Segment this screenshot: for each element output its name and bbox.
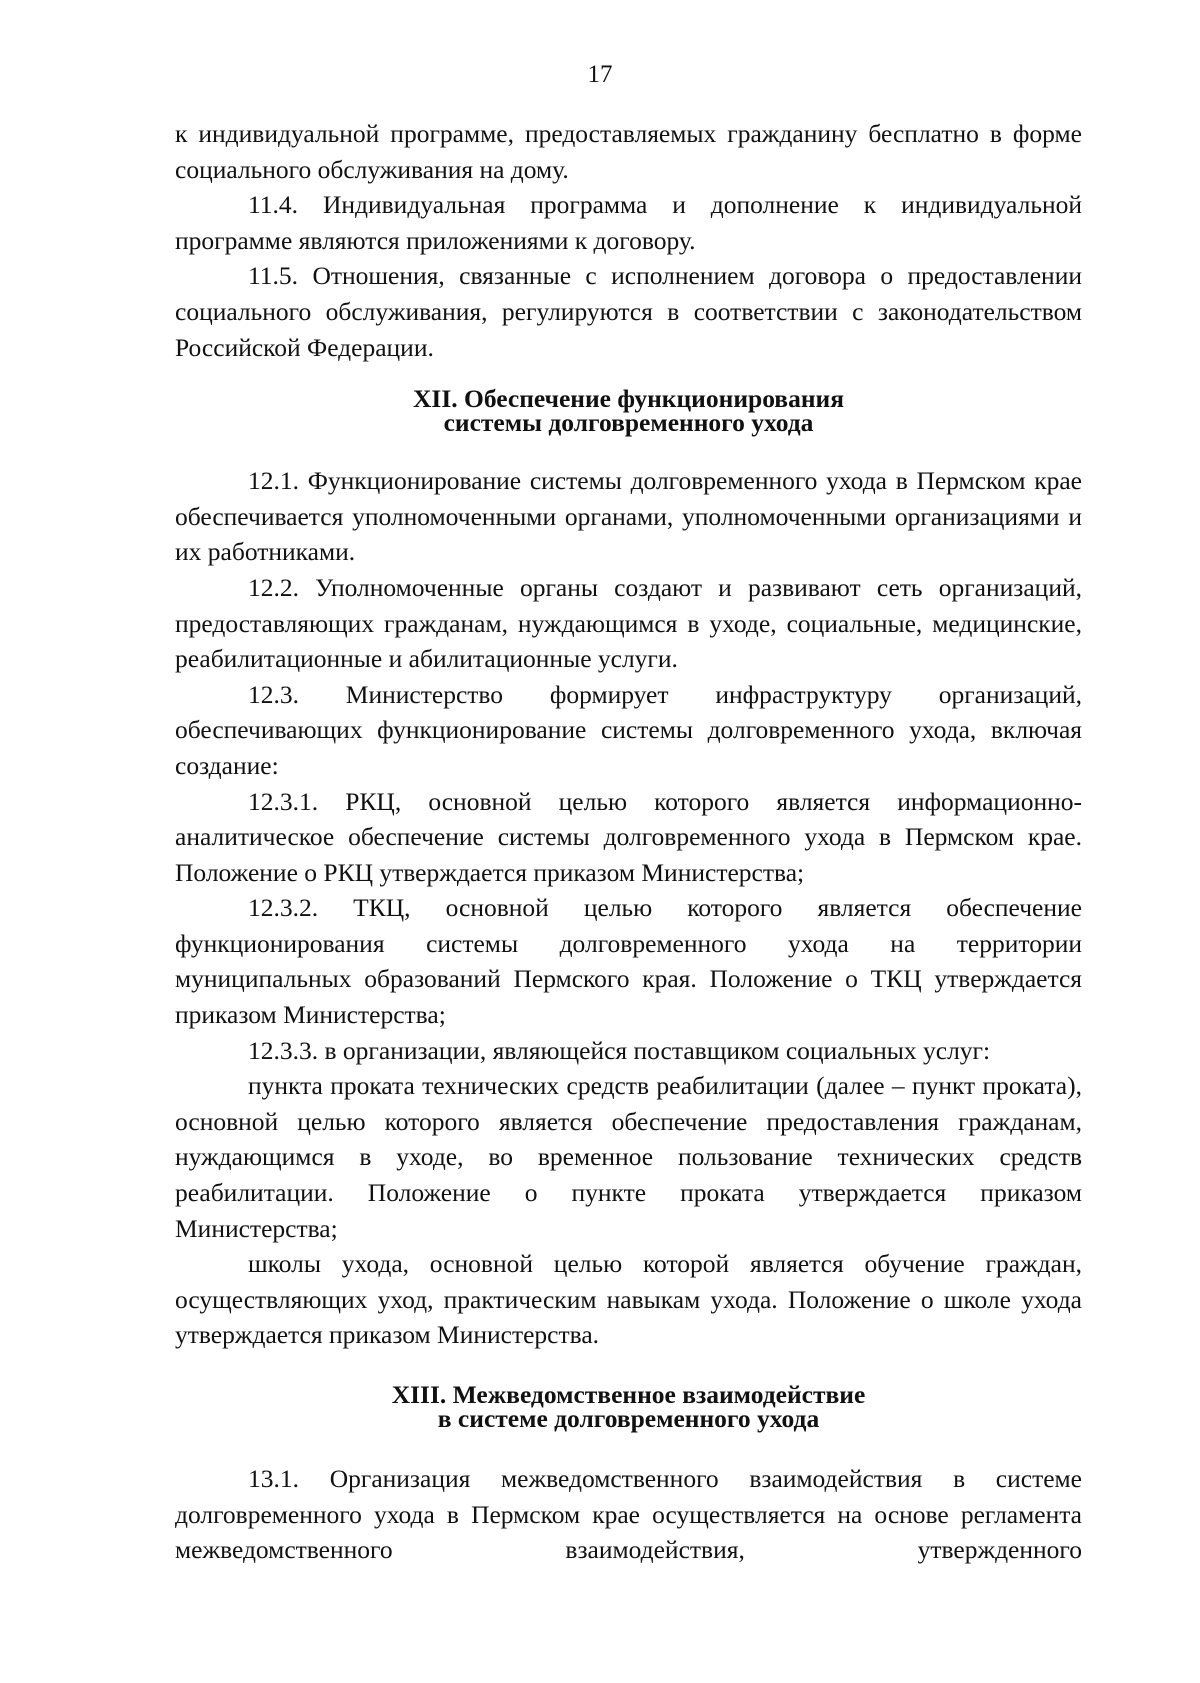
paragraph-12-3: 12.3. Министерство формирует инфраструктуру организаций, обеспечивающих функционирование системы долговременного ухода, включая создание: — [175, 679, 1082, 780]
paragraph-11-5: 11.5. Отношения, связанные с исполнением договора о предоставлении социального обслуживания, регулируются в соответствии с законодательством Российской Федерации. — [175, 261, 1082, 362]
paragraph-12-3-2: 12.3.2. ТКЦ, основной целью которого является обеспечение функционирования системы долговременного ухода на территории муниципальных образований Пермского края. Положение о ТКЦ утверждается приказом Министерства; — [175, 893, 1082, 1030]
section-12-title-line-2: системы долговременного ухода — [443, 408, 814, 438]
paragraph-13-1: 13.1. Организация межведомственного взаимодействия в системе долговременного ухода в Пермском крае осуществляется на основе регламента межведомственного взаимодействия, утвержденного — [175, 1464, 1082, 1565]
document-body — [175, 116, 1082, 1568]
section-13-title-line-2: в системе долговременного ухода — [437, 1404, 820, 1433]
paragraph-12-2: 12.2. Уполномоченные органы создают и развивают сеть организаций, предоставляющих гражданам, нуждающимся в уходе, социальные, медицинские, реабилитационные и абилитационные услуги. — [175, 572, 1082, 674]
paragraph-12-3-1: 12.3.1. РКЦ, основной целью которого является информационно-аналитическое обеспечение системы долговременного ухода в Пермском крае. Положение о РКЦ утверждается приказом Министерства; — [175, 786, 1082, 887]
paragraph-11-4: 11.4. Индивидуальная программа и дополнение к индивидуальной программе являются приложениями к договору. — [175, 190, 1082, 255]
page-number: 17 — [587, 61, 613, 88]
section-12-title-line-1: XII. Обеспечение функционирования — [412, 384, 845, 414]
paragraph-12-3-3: 12.3.3. в организации, являющейся поставщиком социальных услуг: — [248, 1035, 991, 1065]
paragraph-care-school: школы ухода, основной целью которой является обучение граждан, осуществляющих уход, практическим навыкам ухода. Положение о школе ухода утверждается приказом Министерства. — [175, 1249, 1082, 1350]
paragraph-12-1: 12.1. Функционирование системы долговременного ухода в Пермском крае обеспечивается уполномоченными органами, уполномоченными организациями и их работниками. — [175, 466, 1082, 567]
section-13-title-line-1: XIII. Межведомственное взаимодействие — [391, 1380, 866, 1409]
paragraph-continued: к индивидуальной программе, предоставляемых гражданину бесплатно в форме социального обслуживания на дому. — [175, 119, 1082, 184]
paragraph-rental-point: пункта проката технических средств реабилитации (далее – пункт проката), основной целью которого является обеспечение предоставления гражданам, нуждающимся в уходе, во временное пользование технических средств реабилитации. Положение о пункте проката утверждается приказом Министерства; — [175, 1071, 1082, 1243]
section-13-heading — [175, 1380, 1082, 1433]
section-12-heading — [175, 384, 1082, 438]
